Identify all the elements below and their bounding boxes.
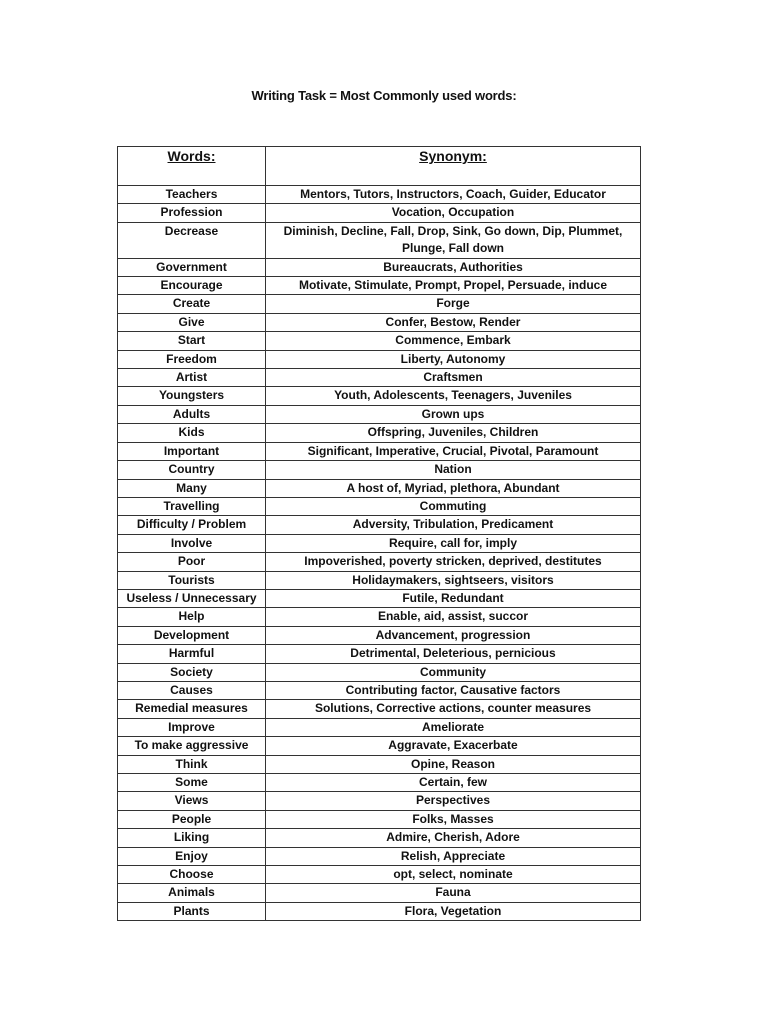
word-cell: Artist [118,369,266,387]
table-row [118,663,641,681]
synonym-table [117,146,641,921]
word-cell: Encourage [118,277,266,295]
table-row [118,571,641,589]
table-row [118,497,641,515]
word-cell: Kids [118,424,266,442]
table-row [118,332,641,350]
word-cell: Decrease [118,222,266,258]
table-row [118,902,641,920]
word-cell: Difficulty / Problem [118,516,266,534]
word-cell: Tourists [118,571,266,589]
synonym-cell: Grown ups [266,405,641,423]
synonym-cell: Detrimental, Deleterious, pernicious [266,645,641,663]
synonym-cell: Impoverished, poverty stricken, deprived, destitutes [266,553,641,571]
table-row [118,810,641,828]
table-row [118,884,641,902]
table-row [118,295,641,313]
word-cell: Useless / Unnecessary [118,589,266,607]
table-row [118,626,641,644]
table-header-row [118,147,641,186]
synonym-cell: Futile, Redundant [266,589,641,607]
synonym-cell: Holidaymakers, sightseers, visitors [266,571,641,589]
word-cell: Enjoy [118,847,266,865]
word-cell: Causes [118,681,266,699]
synonym-cell: A host of, Myriad, plethora, Abundant [266,479,641,497]
synonym-cell: Opine, Reason [266,755,641,773]
word-cell: Freedom [118,350,266,368]
word-cell: Important [118,442,266,460]
table-row [118,553,641,571]
word-cell: Give [118,313,266,331]
synonym-cell: Craftsmen [266,369,641,387]
synonym-cell: Admire, Cherish, Adore [266,829,641,847]
word-cell: Poor [118,553,266,571]
synonym-cell: Fauna [266,884,641,902]
word-cell: Youngsters [118,387,266,405]
synonym-cell: Diminish, Decline, Fall, Drop, Sink, Go down, Dip, Plummet, Plunge, Fall down [266,222,641,258]
table-row [118,405,641,423]
word-cell: Create [118,295,266,313]
table-row [118,277,641,295]
column-header-synonym: Synonym: [266,147,641,186]
word-cell: Government [118,258,266,276]
table-row [118,534,641,552]
synonym-cell: Bureaucrats, Authorities [266,258,641,276]
synonym-cell: Commence, Embark [266,332,641,350]
table-row [118,718,641,736]
table-row [118,442,641,460]
word-cell: Choose [118,866,266,884]
table-row [118,313,641,331]
synonym-cell: Offspring, Juveniles, Children [266,424,641,442]
table-row [118,829,641,847]
synonym-cell: Certain, few [266,774,641,792]
word-cell: Many [118,479,266,497]
word-cell: Remedial measures [118,700,266,718]
column-header-words: Words: [118,147,266,186]
table-row [118,847,641,865]
table-row [118,792,641,810]
synonym-cell: Mentors, Tutors, Instructors, Coach, Guider, Educator [266,186,641,204]
table-row [118,681,641,699]
word-cell: Country [118,461,266,479]
synonym-cell: Advancement, progression [266,626,641,644]
synonym-cell: Community [266,663,641,681]
table-row [118,424,641,442]
word-cell: Involve [118,534,266,552]
document-title: Writing Task = Most Commonly used words: [251,88,517,103]
word-cell: Some [118,774,266,792]
synonym-cell: opt, select, nominate [266,866,641,884]
synonym-cell: Flora, Vegetation [266,902,641,920]
table-row [118,608,641,626]
table-row [118,387,641,405]
synonym-cell: Motivate, Stimulate, Prompt, Propel, Persuade, induce [266,277,641,295]
synonym-cell: Adversity, Tribulation, Predicament [266,516,641,534]
table-row [118,350,641,368]
table-row [118,369,641,387]
table-row [118,755,641,773]
word-cell: People [118,810,266,828]
word-cell: Help [118,608,266,626]
synonym-cell: Vocation, Occupation [266,204,641,222]
table-row [118,645,641,663]
table-row [118,516,641,534]
word-cell: Harmful [118,645,266,663]
synonym-cell: Forge [266,295,641,313]
word-cell: Development [118,626,266,644]
word-cell: Teachers [118,186,266,204]
table-body [118,186,641,921]
word-cell: To make aggressive [118,737,266,755]
synonym-cell: Significant, Imperative, Crucial, Pivotal, Paramount [266,442,641,460]
table-row [118,479,641,497]
table-row [118,258,641,276]
synonym-cell: Confer, Bestow, Render [266,313,641,331]
table-row [118,700,641,718]
synonym-cell: Perspectives [266,792,641,810]
synonym-cell: Youth, Adolescents, Teenagers, Juveniles [266,387,641,405]
synonym-cell: Solutions, Corrective actions, counter measures [266,700,641,718]
word-cell: Plants [118,902,266,920]
synonym-cell: Nation [266,461,641,479]
table-row [118,204,641,222]
synonym-cell: Ameliorate [266,718,641,736]
word-cell: Travelling [118,497,266,515]
word-cell: Animals [118,884,266,902]
word-cell: Views [118,792,266,810]
table-row [118,774,641,792]
synonym-cell: Contributing factor, Causative factors [266,681,641,699]
synonym-cell: Enable, aid, assist, succor [266,608,641,626]
word-cell: Profession [118,204,266,222]
table-row [118,737,641,755]
word-cell: Start [118,332,266,350]
synonym-cell: Relish, Appreciate [266,847,641,865]
table-row [118,589,641,607]
synonym-cell: Liberty, Autonomy [266,350,641,368]
table-row [118,461,641,479]
table-row [118,222,641,258]
table-row [118,186,641,204]
synonym-cell: Folks, Masses [266,810,641,828]
word-cell: Society [118,663,266,681]
synonym-cell: Aggravate, Exacerbate [266,737,641,755]
word-cell: Adults [118,405,266,423]
word-cell: Improve [118,718,266,736]
synonym-cell: Require, call for, imply [266,534,641,552]
table-row [118,866,641,884]
word-cell: Think [118,755,266,773]
word-cell: Liking [118,829,266,847]
synonym-cell: Commuting [266,497,641,515]
